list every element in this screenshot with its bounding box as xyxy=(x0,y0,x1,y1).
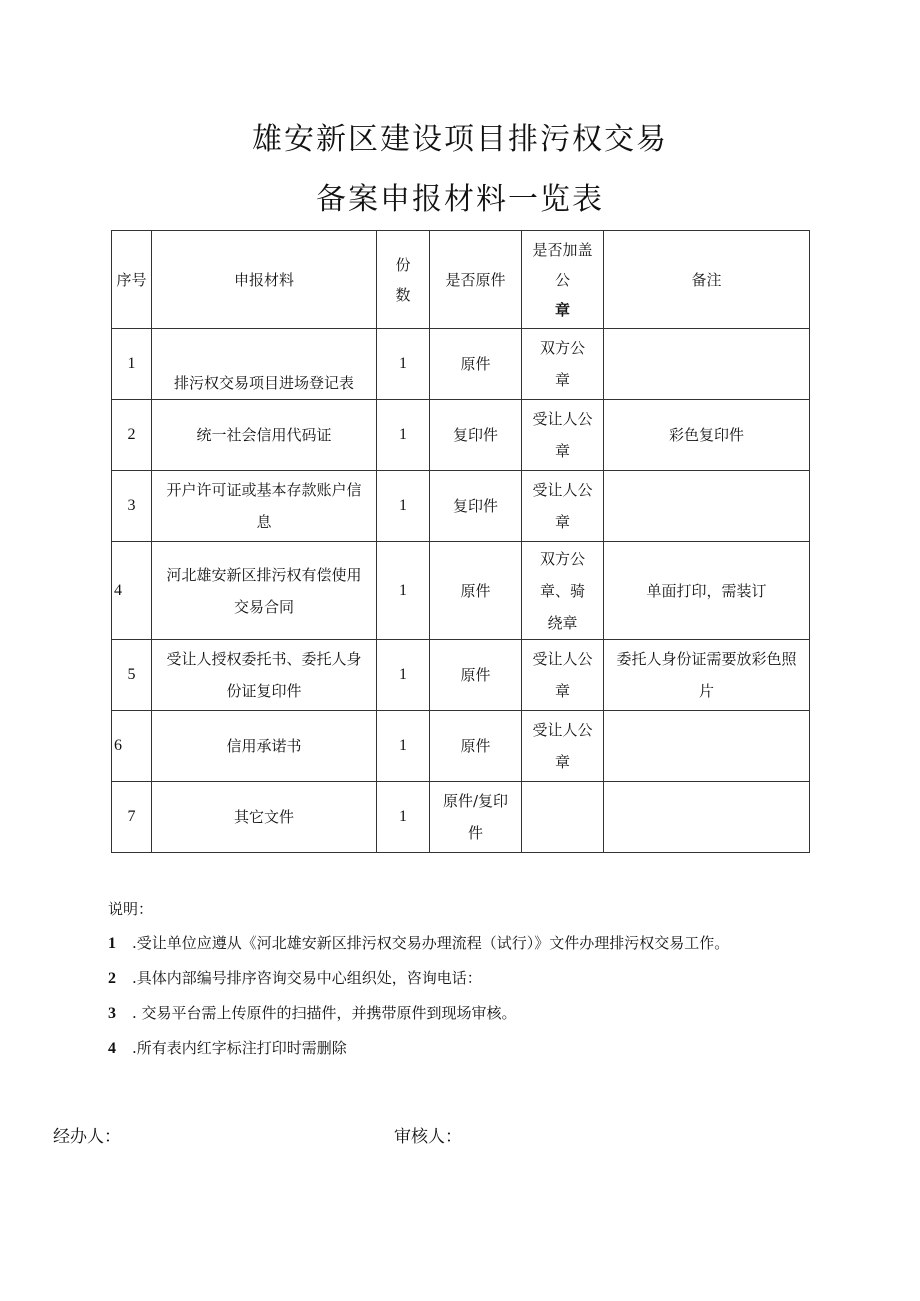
row-seal-line2: 章 xyxy=(554,682,570,700)
reviewer-signature-label: 审核人： xyxy=(394,1127,462,1147)
row-seal xyxy=(522,471,604,542)
note-number: 3 xyxy=(108,1005,116,1022)
row-remark-line2: 片 xyxy=(698,682,714,700)
header-copies-line1: 份 xyxy=(395,255,411,274)
row-copies: 1 xyxy=(377,329,430,400)
row-seal xyxy=(522,329,604,400)
row-material-line1: 河北雄安新区排污权有偿使用 xyxy=(166,565,362,584)
table-row xyxy=(112,400,810,471)
row-seal xyxy=(522,542,604,640)
row-material-line1: 开户许可证或基本存款账户信 xyxy=(166,481,362,499)
table-header-row xyxy=(112,231,810,329)
row-seal-line2: 章、骑 xyxy=(539,581,585,600)
note-number: 2 xyxy=(108,970,116,987)
note-text: . 交易平台需上传原件的扫描件，并携带原件到现场审核。 xyxy=(132,1004,517,1022)
row-copies: 1 xyxy=(377,711,430,782)
row-material-line2: 份证复印件 xyxy=(226,682,302,700)
header-original: 是否原件 xyxy=(430,231,522,329)
row-original-line1: 原件/复印 xyxy=(442,792,509,810)
row-seal-line1: 受让人公 xyxy=(532,650,593,668)
row-seal xyxy=(522,400,604,471)
header-seal-line1: 是否加盖 xyxy=(532,240,593,259)
header-copies-line2: 数 xyxy=(395,285,411,304)
row-seal-line2: 章 xyxy=(554,442,570,460)
row-copies: 1 xyxy=(377,542,430,640)
row-seal-line2: 章 xyxy=(554,371,570,389)
note-number: 1 xyxy=(108,935,116,952)
row-material xyxy=(152,640,377,711)
table-row xyxy=(112,542,810,640)
row-material: 信用承诺书 xyxy=(152,711,377,782)
row-seal-line2: 章 xyxy=(554,753,570,771)
row-seq: 2 xyxy=(112,400,152,471)
row-material: 其它文件 xyxy=(152,782,377,853)
row-seq: 7 xyxy=(112,782,152,853)
header-seal-line2: 公 xyxy=(554,270,570,289)
row-seal-line1: 双方公 xyxy=(539,549,585,568)
row-original: 原件 xyxy=(430,542,522,640)
row-seal-line1: 受让人公 xyxy=(532,410,593,428)
row-copies: 1 xyxy=(377,782,430,853)
row-material: 统一社会信用代码证 xyxy=(152,400,377,471)
table-row xyxy=(112,329,810,400)
note-item xyxy=(108,1031,729,1066)
row-seal-line3: 绕章 xyxy=(547,613,578,632)
row-seal xyxy=(522,782,604,853)
row-material-line1: 受让人授权委托书、委托人身 xyxy=(166,650,362,668)
document-title-line1: 雄安新区建设项目排污权交易 xyxy=(252,122,668,157)
note-text: .受让单位应遵从《河北雄安新区排污权交易办理流程（试行）》文件办理排污权交易工作。 xyxy=(132,934,730,952)
document-title-line2: 备案申报材料一览表 xyxy=(316,182,604,217)
row-copies: 1 xyxy=(377,400,430,471)
note-number: 4 xyxy=(108,1040,116,1057)
note-text: .所有表内红字标注打印时需删除 xyxy=(132,1039,347,1057)
row-original: 复印件 xyxy=(430,400,522,471)
row-original: 原件 xyxy=(430,711,522,782)
row-material xyxy=(152,542,377,640)
header-seq: 序号 xyxy=(112,231,152,329)
row-material xyxy=(152,471,377,542)
row-original xyxy=(430,782,522,853)
row-seq: 1 xyxy=(112,329,152,400)
note-item xyxy=(108,926,729,961)
row-remark-line1: 委托人身份证需要放彩色照 xyxy=(616,650,797,668)
table-row xyxy=(112,782,810,853)
notes-section xyxy=(108,892,729,1066)
header-seal xyxy=(522,231,604,329)
header-material: 申报材料 xyxy=(152,231,377,329)
row-original: 原件 xyxy=(430,640,522,711)
row-remark: 彩色复印件 xyxy=(604,400,810,471)
row-seq: 4 xyxy=(112,542,152,640)
row-seq: 3 xyxy=(112,471,152,542)
row-seal-line2: 章 xyxy=(554,513,570,531)
materials-table xyxy=(111,230,810,853)
row-material-line2: 交易合同 xyxy=(233,597,294,616)
row-seal xyxy=(522,711,604,782)
note-text: .具体内部编号排序咨询交易中心组织处，咨询电话： xyxy=(132,969,482,987)
row-seal xyxy=(522,640,604,711)
row-copies: 1 xyxy=(377,471,430,542)
row-copies: 1 xyxy=(377,640,430,711)
row-seal-line1: 受让人公 xyxy=(532,721,593,739)
table-row xyxy=(112,711,810,782)
row-seq: 6 xyxy=(112,711,152,782)
row-remark xyxy=(604,640,810,711)
note-item xyxy=(108,961,729,996)
row-original-line2: 件 xyxy=(467,824,483,842)
row-original: 复印件 xyxy=(430,471,522,542)
header-seal-line3: 章 xyxy=(554,300,570,319)
header-remark: 备注 xyxy=(604,231,810,329)
header-copies xyxy=(377,231,430,329)
row-seal-line1: 受让人公 xyxy=(532,481,593,499)
row-original: 原件 xyxy=(430,329,522,400)
row-remark: 单面打印，需装订 xyxy=(604,542,810,640)
row-seal-line1: 双方公 xyxy=(539,339,585,357)
handler-signature-label: 经办人： xyxy=(53,1127,121,1147)
row-remark xyxy=(604,471,810,542)
row-material-line2: 息 xyxy=(256,513,272,531)
table-row xyxy=(112,471,810,542)
note-item xyxy=(108,996,729,1031)
row-remark xyxy=(604,329,810,400)
row-seq: 5 xyxy=(112,640,152,711)
notes-heading: 说明： xyxy=(108,900,154,918)
row-material: 排污权交易项目进场登记表 xyxy=(152,329,377,400)
row-remark xyxy=(604,711,810,782)
table-row xyxy=(112,640,810,711)
row-remark xyxy=(604,782,810,853)
